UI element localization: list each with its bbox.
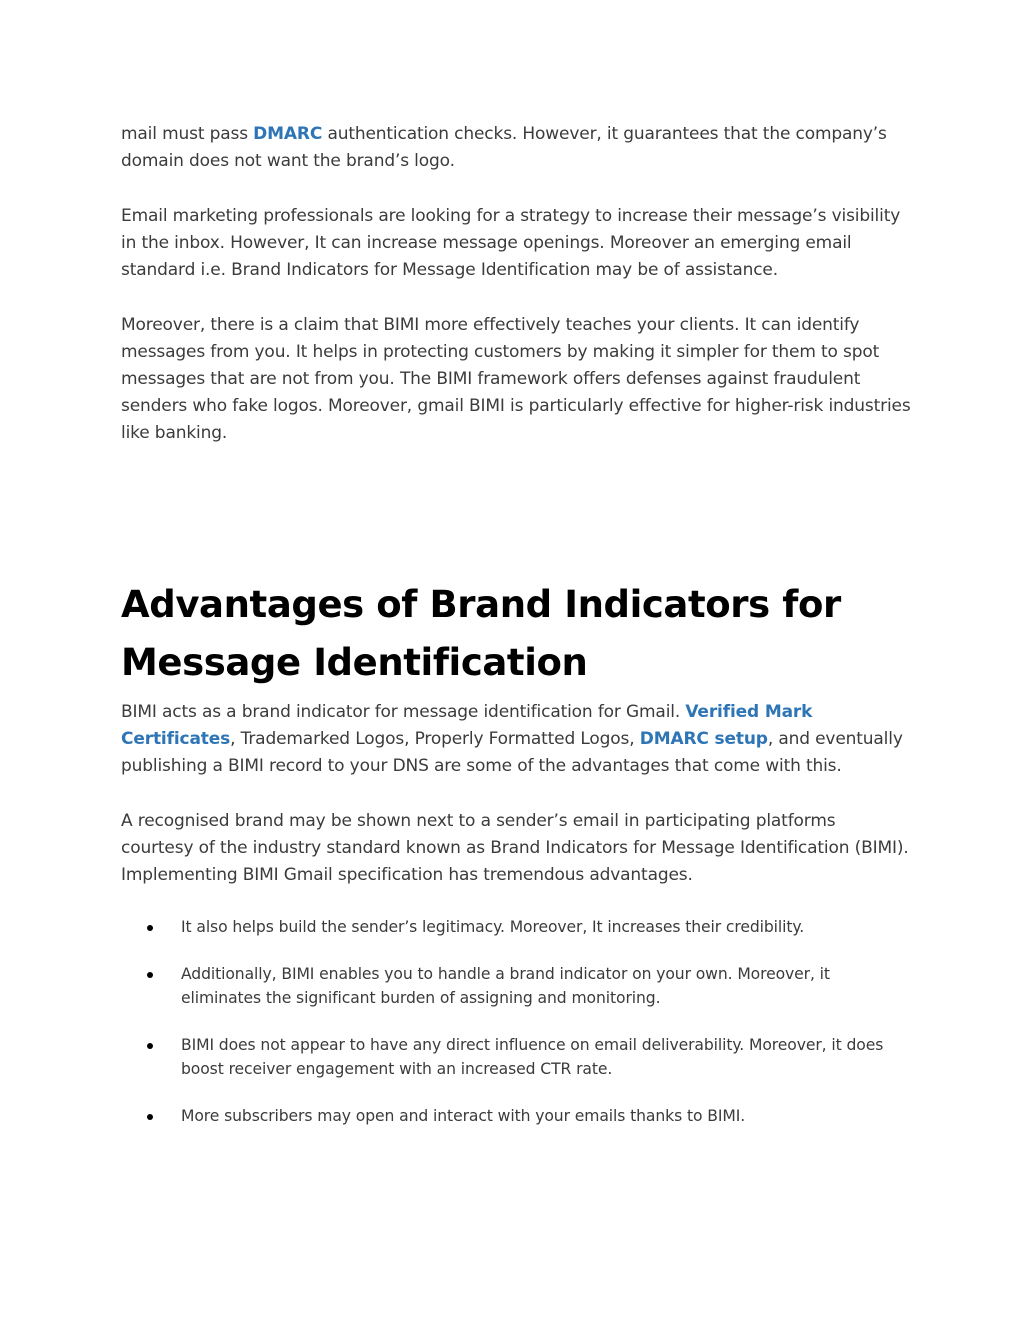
paragraph-dmarc-intro	[121, 121, 911, 175]
paragraph-email-marketing: Email marketing professionals are looking for a strategy to increase their message’s visibility in the inbox. However, It can increase message openings. Moreover an emerging email standard i.e. Brand Indicators for Message Identification may be of assistance.	[121, 206, 901, 280]
paragraph-text: mail must pass	[121, 124, 254, 144]
paragraph-bimi-claim: Moreover, there is a claim that BIMI more effectively teaches your clients. It can identify messages from you. It helps in protecting customers by making it simpler for them to spot messages that are not from you. The BIMI framework offers defenses against fraudulent senders who fake logos. Moreover, gmail BIMI is particularly effective for higher-risk industries like banking.	[121, 315, 911, 443]
dmarc-link[interactable]: DMARC	[253, 124, 323, 144]
list-item	[121, 915, 911, 939]
list-item	[121, 962, 911, 1010]
section-heading: Advantages of Brand Indicators for Message Identification	[121, 583, 841, 684]
paragraph-text: authentication checks. However, it guarantees that the company’s domain does not want the brand’s logo.	[121, 124, 887, 171]
paragraph-bimi-indicator	[121, 699, 911, 780]
paragraph-text: , Trademarked Logos, Properly Formatted Logos,	[230, 729, 640, 749]
paragraph-text: BIMI acts as a brand indicator for message identification for Gmail.	[121, 702, 686, 722]
list-item	[121, 1033, 911, 1081]
list-item-text: More subscribers may open and interact with your emails thanks to BIMI.	[181, 1107, 746, 1125]
advantages-list	[121, 915, 911, 1128]
list-item-text: It also helps build the sender’s legitimacy. Moreover, It increases their credibility.	[181, 918, 805, 936]
bullet-icon	[147, 972, 153, 978]
bullet-icon	[147, 925, 153, 931]
paragraph-text: , and eventually publishing a BIMI record to your DNS are some of the advantages that come with this.	[121, 729, 903, 776]
dmarc-setup-link[interactable]: DMARC setup	[639, 729, 768, 749]
bullet-icon	[147, 1114, 153, 1120]
list-item-text: BIMI does not appear to have any direct influence on email deliverability. Moreover, it does boost receiver engagement with an increased CTR rate.	[181, 1036, 884, 1078]
verified-mark-certificates-link[interactable]: Verified Mark Certificates	[121, 702, 813, 749]
paragraph-recognised-brand: A recognised brand may be shown next to a sender’s email in participating platforms courtesy of the industry standard known as Brand Indicators for Message Identification (BIMI). Implementing BIMI Gmail specification has tremendous advantages.	[121, 811, 909, 885]
bullet-icon	[147, 1043, 153, 1049]
list-item	[121, 1104, 911, 1128]
document-content	[121, 121, 911, 1151]
list-item-text: Additionally, BIMI enables you to handle a brand indicator on your own. Moreover, it eliminates the significant burden of assigning and monitoring.	[181, 965, 830, 1007]
